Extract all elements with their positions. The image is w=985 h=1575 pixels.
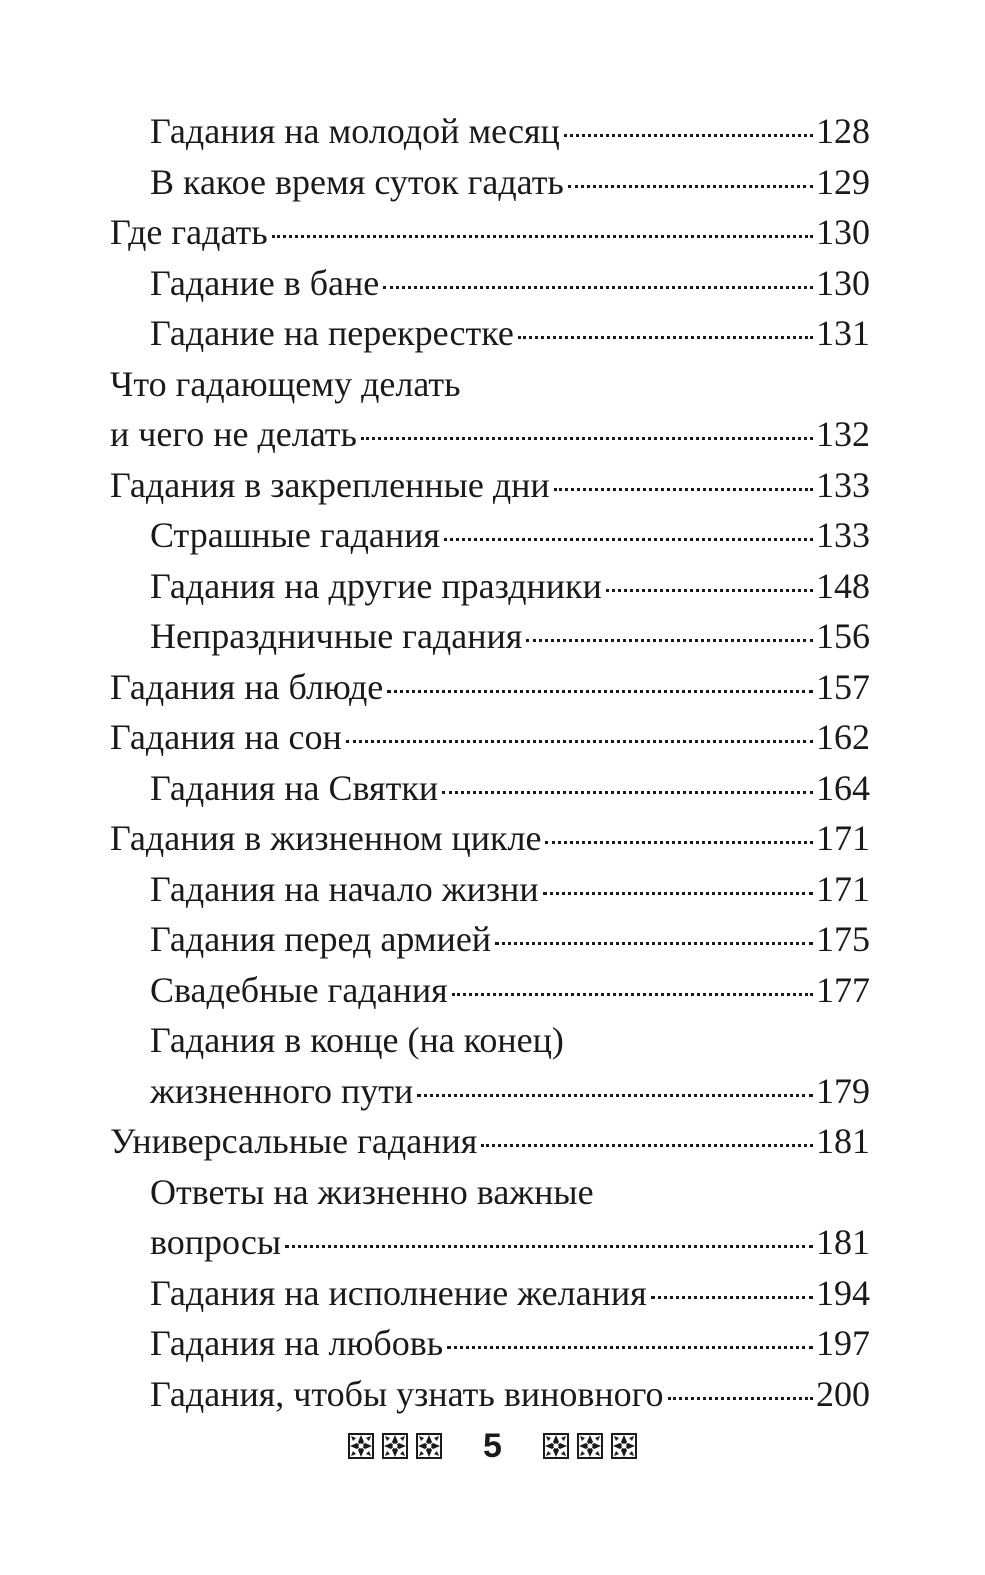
toc-entry-page: 177 — [816, 969, 870, 1010]
toc-entry-title: Свадебные гадания — [150, 969, 448, 1010]
toc-entry — [110, 965, 870, 1016]
toc-entry-page: 157 — [816, 666, 870, 707]
toc-entry — [110, 1369, 870, 1420]
dot-leader — [285, 1245, 813, 1248]
toc-entry-title: вопросы — [150, 1222, 282, 1262]
toc-entry — [110, 712, 870, 763]
toc-entry-page: 130 — [816, 212, 870, 252]
dot-leader — [417, 1094, 813, 1097]
toc-entry-page: 129 — [816, 161, 870, 202]
toc-entry — [110, 207, 870, 258]
toc-entry-title: Гадания в жизненном цикле — [110, 818, 542, 858]
dot-leader — [651, 1296, 813, 1299]
dot-leader — [447, 1346, 813, 1349]
snowflake-ornament-icon — [542, 1432, 570, 1460]
dot-leader — [545, 841, 813, 844]
toc-entry-title-line: Гадания в конце (на конец) — [150, 1020, 564, 1060]
toc-entry-title: Гадания на исполнение желания — [150, 1272, 647, 1313]
toc-entry-page: 179 — [816, 1070, 870, 1111]
dot-leader — [526, 639, 813, 642]
toc-entry-page: 133 — [816, 515, 870, 555]
toc-entry-page: 181 — [816, 1121, 870, 1161]
toc-entry — [110, 763, 870, 814]
dot-leader — [361, 437, 813, 440]
toc-entry-page: 132 — [816, 414, 870, 454]
toc-entry-title: Гадания, чтобы узнать виновного — [150, 1373, 664, 1414]
toc-entry — [110, 359, 870, 460]
toc-entry — [110, 106, 870, 157]
dot-leader — [387, 690, 813, 693]
toc-entry-title: Гадания перед армией — [150, 919, 492, 959]
toc-entry — [110, 864, 870, 915]
toc-entry-title: В какое время суток гадать — [150, 161, 564, 202]
toc-entry-page: 181 — [816, 1222, 870, 1262]
toc-entry-title: Где гадать — [110, 212, 268, 252]
toc-entry-title: Гадания на Святки — [150, 767, 439, 808]
toc-entry — [110, 258, 870, 309]
toc-entry-title: Гадания на начало жизни — [150, 868, 539, 909]
dot-leader — [444, 538, 813, 541]
toc-entry-page: 128 — [816, 111, 870, 151]
dot-leader — [481, 1144, 813, 1147]
dot-leader — [606, 589, 813, 592]
toc-entry — [110, 1268, 870, 1319]
toc-entry — [110, 813, 870, 864]
toc-entry-page: 194 — [816, 1272, 870, 1313]
toc-entry-title-line: Ответы на жизненно важные — [150, 1171, 594, 1212]
toc-entry-page: 133 — [816, 464, 870, 505]
ornament-right — [542, 1432, 638, 1460]
toc-entry — [110, 460, 870, 511]
snowflake-ornament-icon — [415, 1432, 443, 1460]
toc-entry-page: 171 — [816, 818, 870, 858]
toc-entry — [110, 611, 870, 662]
toc-entry-page: 200 — [816, 1373, 870, 1414]
toc-entry — [110, 1116, 870, 1167]
toc-entry-title-line: Что гадающему делать — [110, 363, 461, 404]
dot-leader — [452, 993, 813, 996]
toc-entry-title: Непраздничные гадания — [150, 616, 523, 656]
toc-entry-page: 130 — [816, 262, 870, 303]
dot-leader — [383, 286, 813, 289]
snowflake-ornament-icon — [610, 1432, 638, 1460]
toc-entry — [110, 1015, 870, 1116]
dot-leader — [668, 1397, 814, 1400]
toc-entry — [110, 662, 870, 713]
toc-entry-title: Гадания на сон — [110, 717, 342, 757]
toc-entry-title: Универсальные гадания — [110, 1121, 478, 1161]
toc-entry-page: 175 — [816, 919, 870, 959]
toc-entry-title: Гадание на перекрестке — [150, 313, 514, 353]
toc-entry-title: Гадания на любовь — [150, 1323, 444, 1363]
dot-leader — [518, 336, 813, 339]
page-footer — [0, 1424, 985, 1468]
toc-entry — [110, 561, 870, 612]
toc-entry — [110, 1167, 870, 1268]
dot-leader — [554, 488, 813, 491]
dot-leader — [564, 134, 813, 137]
dot-leader — [568, 185, 813, 188]
ornament-left — [347, 1432, 443, 1460]
toc-entry — [110, 157, 870, 208]
toc-entry-page: 148 — [816, 565, 870, 606]
page-number: 5 — [483, 1427, 502, 1465]
toc-entry-title: и чего не делать — [110, 414, 357, 454]
toc-entry-page: 156 — [816, 616, 870, 656]
toc-entry — [110, 510, 870, 561]
toc-entry-page: 164 — [816, 767, 870, 808]
snowflake-ornament-icon — [381, 1432, 409, 1460]
toc-entry-title: Гадания в закрепленные дни — [110, 464, 550, 505]
toc-entry-title: Гадание в бане — [150, 262, 380, 303]
dot-leader — [272, 235, 813, 238]
table-of-contents — [110, 106, 870, 1419]
toc-entry — [110, 1318, 870, 1369]
toc-entry-title: Гадания на другие праздники — [150, 565, 602, 606]
dot-leader — [495, 942, 813, 945]
toc-entry-title: Гадания на молодой месяц — [150, 111, 560, 151]
toc-entry — [110, 914, 870, 965]
snowflake-ornament-icon — [347, 1432, 375, 1460]
snowflake-ornament-icon — [576, 1432, 604, 1460]
toc-entry-page: 162 — [816, 717, 870, 757]
toc-entry-title: Гадания на блюде — [110, 666, 384, 707]
toc-entry-title: Страшные гадания — [150, 515, 440, 555]
toc-entry-page: 197 — [816, 1323, 870, 1363]
toc-entry-title: жизненного пути — [150, 1070, 414, 1111]
dot-leader — [442, 791, 813, 794]
toc-entry — [110, 308, 870, 359]
toc-entry-page: 131 — [816, 313, 870, 353]
dot-leader — [346, 740, 813, 743]
dot-leader — [543, 892, 813, 895]
toc-entry-page: 171 — [816, 868, 870, 909]
